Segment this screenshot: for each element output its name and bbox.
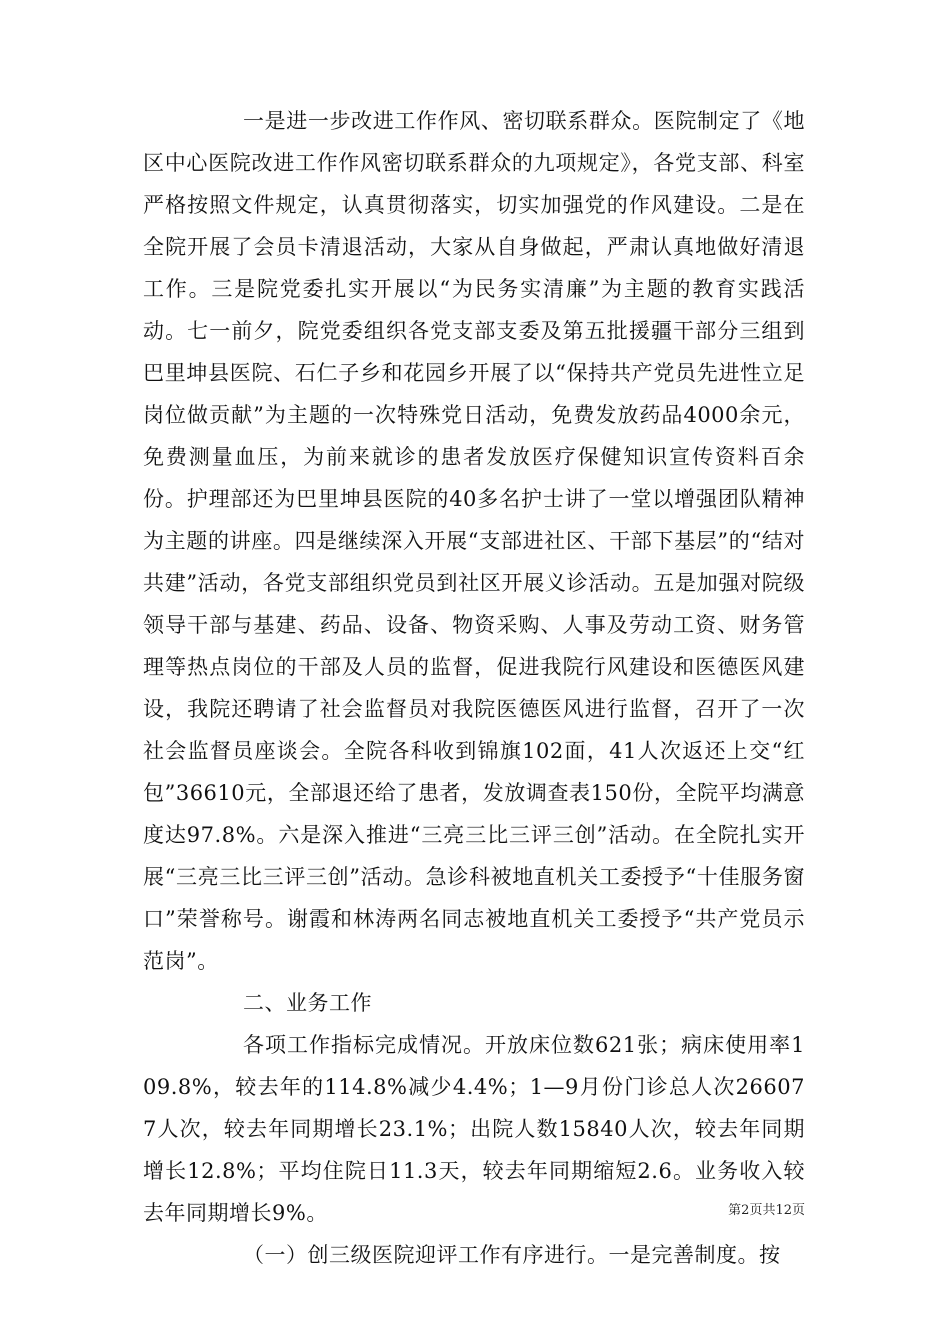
section-heading-business-work: 二、业务工作 (243, 991, 372, 1015)
paragraph-tertiary-hospital-review: （一）创三级医院迎评工作有序进行。一是完善制度。按 (243, 1243, 781, 1267)
document-body (143, 100, 805, 1276)
paragraph-party-work: 一是进一步改进工作作风、密切联系群众。医院制定了《地区中心医院改进工作作风密切联系群众的九项规定》，各党支部、科室严格按照文件规定，认真贯彻落实，切实加强党的作风建设。二是在全院开展了会员卡清退活动，大家从自身做起，严肃认真地做好清退工作。三是院党委扎实开展以“为民务实清廉”为主题的教育实践活动。七一前夕，院党委组织各党支部支委及第五批援疆干部分三组到巴里坤县医院、石仁子乡和花园乡开展了以“保持共产党员先进性立足岗位做贡献”为主题的一次特殊党日活动，免费发放药品4000余元，免费测量血压，为前来就诊的患者发放医疗保健知识宣传资料百余份。护理部还为巴里坤县医院的40多名护士讲了一堂以增强团队精神为主题的讲座。四是继续深入开展“支部进社区、干部下基层”的“结对共建”活动，各党支部组织党员到社区开展义诊活动。五是加强对院级领导干部与基建、药品、设备、物资采购、人事及劳动工资、财务管理等热点岗位的干部及人员的监督，促进我院行风建设和医德医风建设，我院还聘请了社会监督员对我院医德医风进行监督，召开了一次社会监督员座谈会。全院各科收到锦旗102面，41人次返还上交“红包”36610元，全部退还给了患者，发放调查表150份，全院平均满意度达97.8%。六是深入推进“三亮三比三评三创”活动。在全院扎实开展“三亮三比三评三创”活动。急诊科被地直机关工委授予“十佳服务窗口”荣誉称号。谢霞和林涛两名同志被地直机关工委授予“共产党员示范岗”。 (143, 109, 805, 973)
page-number-footer: 第2页共12页 (728, 1203, 805, 1218)
paragraph-work-indicators: 各项工作指标完成情况。开放床位数621张；病床使用率109.8%，较去年的114.8%减少4.4%；1—9月份门诊总人次266077人次，较去年同期增长23.1%；出院人数15840人次，较去年同期增长12.8%；平均住院日11.3天，较去年同期缩短2.6。业务收入较去年同期增长9%。 (143, 1033, 805, 1225)
